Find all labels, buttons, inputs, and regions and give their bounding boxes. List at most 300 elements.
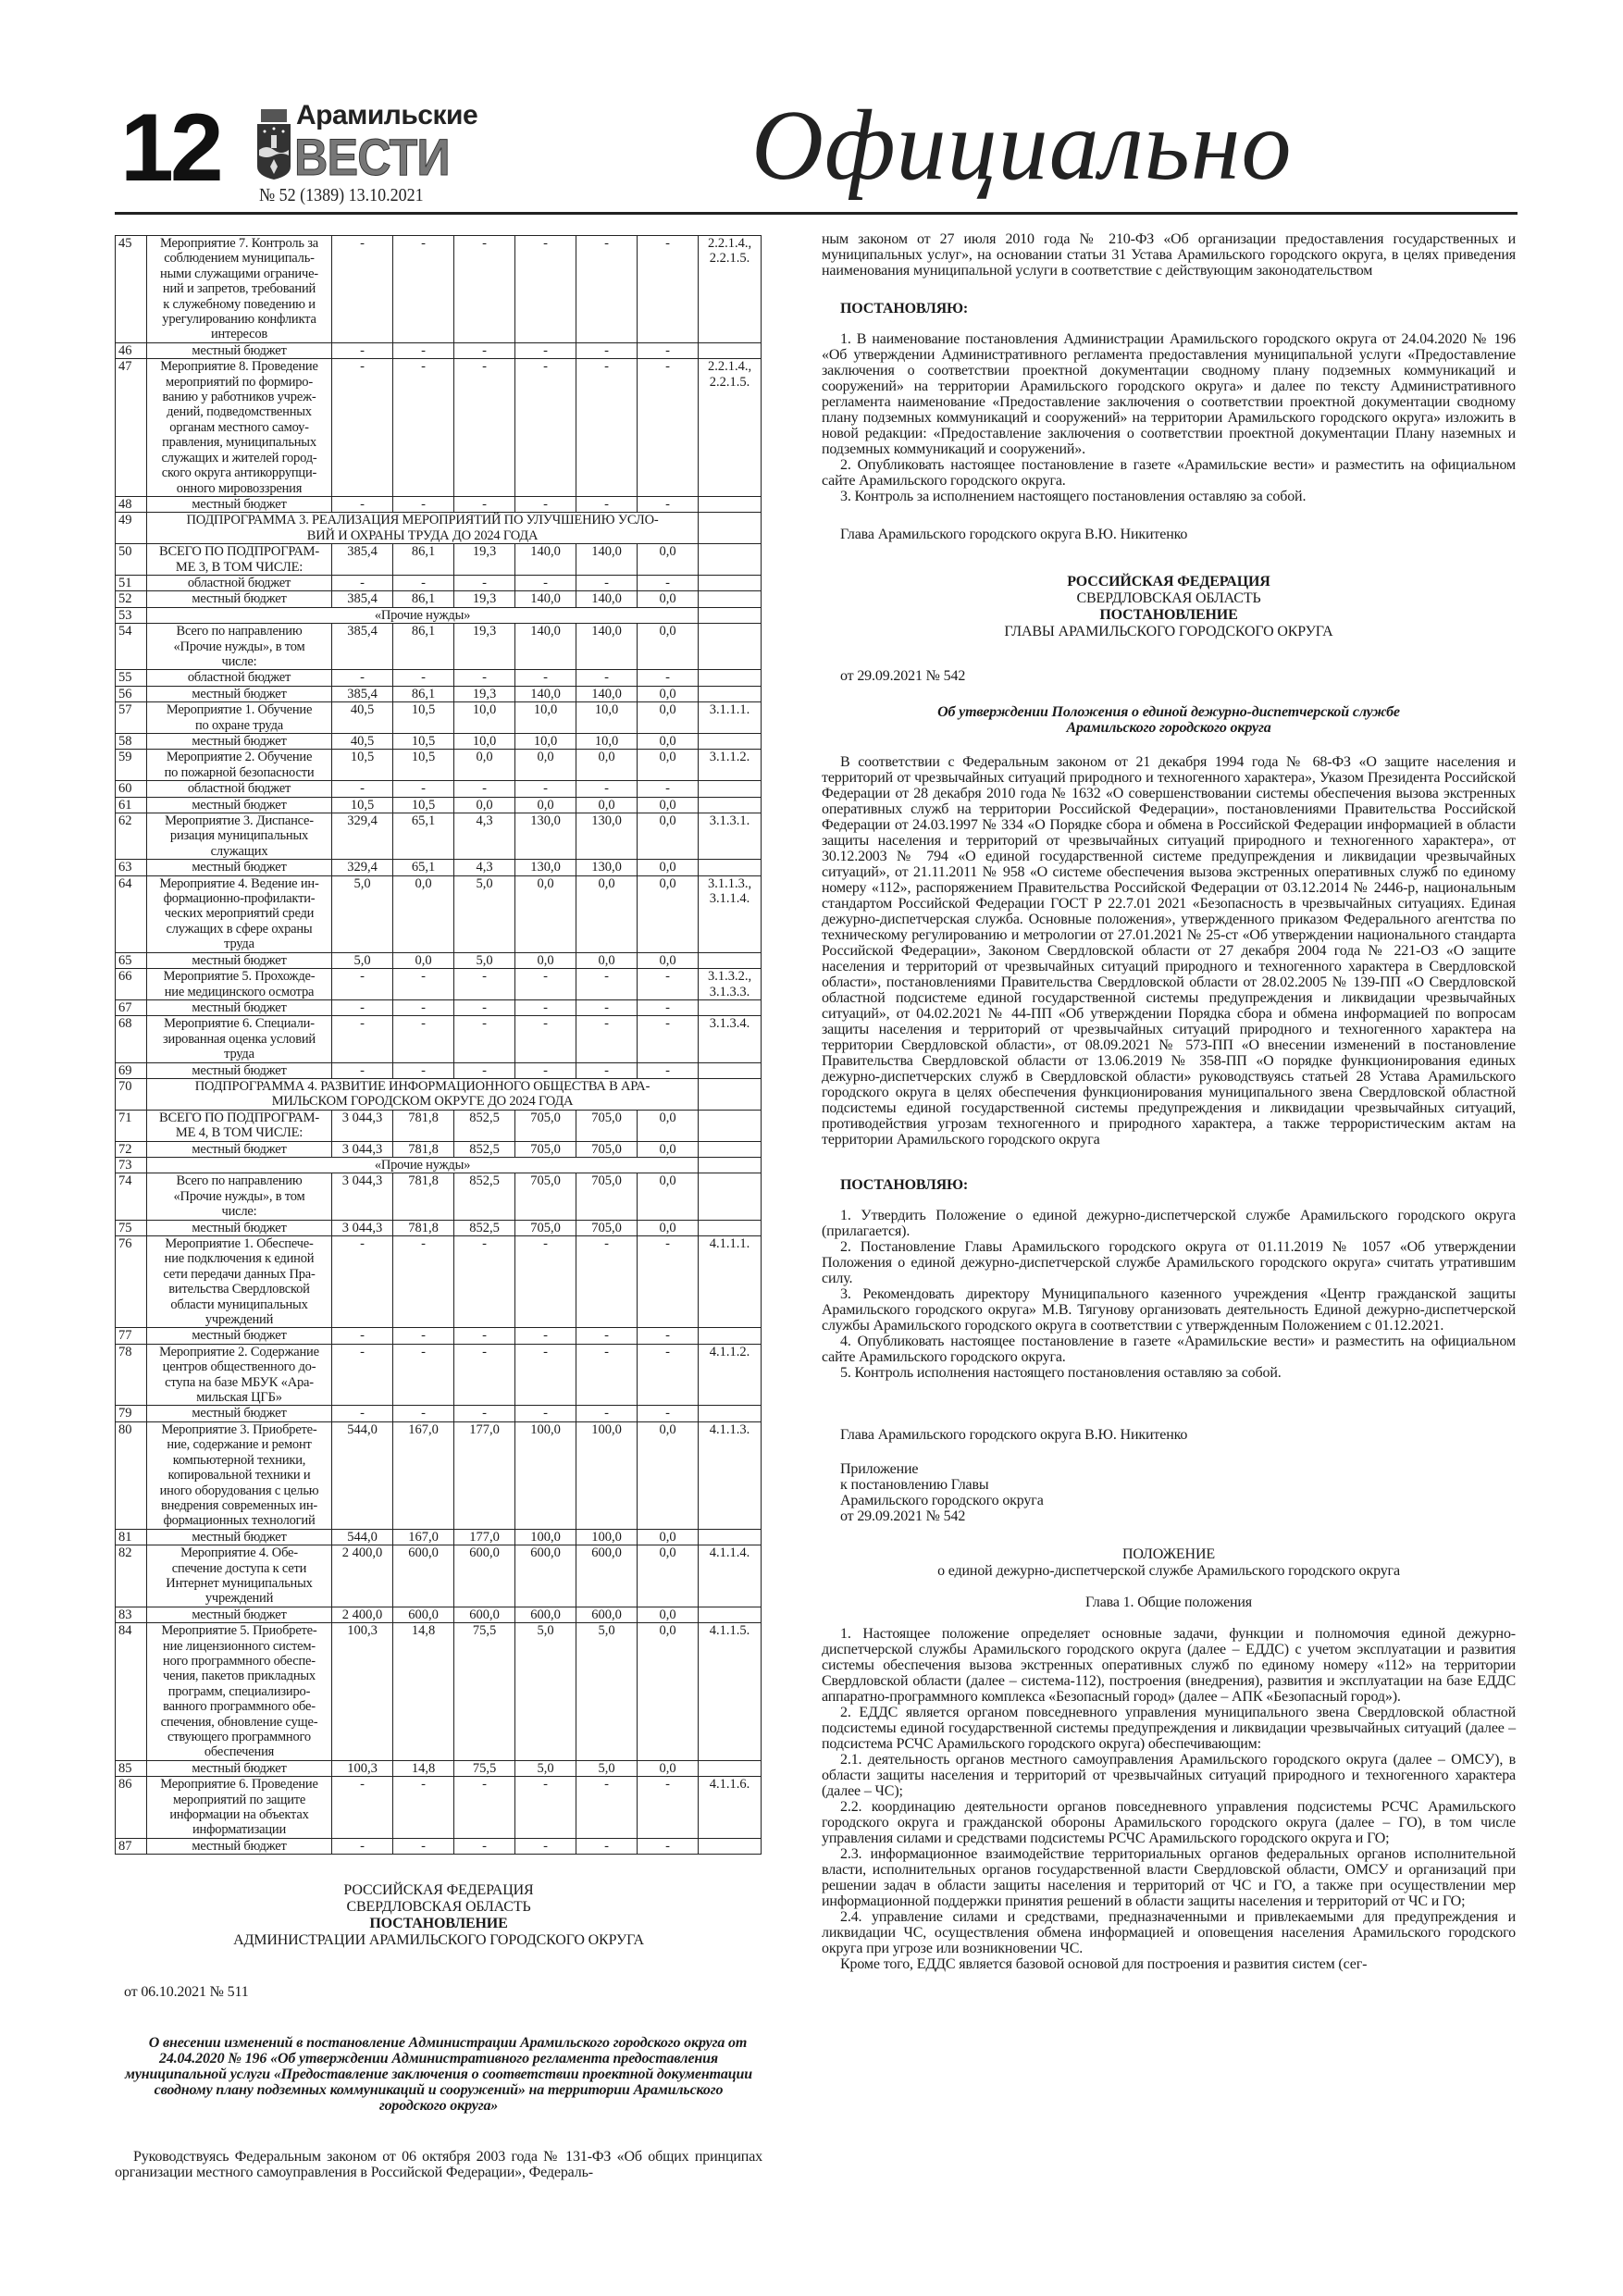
amount-cell: 0,0: [576, 750, 638, 781]
code-cell: [699, 591, 762, 607]
amount-cell: 0,0: [638, 875, 699, 952]
item-name-cell: местный бюджет: [147, 734, 332, 750]
document-2-item: 2. Постановление Главы Арамильского городского округа от 01.11.2019 № 1057 «Об утверждении Положения о единой дежурно-диспетчерской службе Арамильского городского округа» считать утратившим силу.: [822, 1239, 1516, 1286]
amount-cell: 600,0: [576, 1545, 638, 1607]
row-number: 63: [116, 860, 147, 875]
item-name-cell: ВСЕГО ПО ПОДПРОГРАМ- МЕ 4, В ТОМ ЧИСЛЕ:: [147, 1110, 332, 1141]
amount-cell: -: [515, 1838, 576, 1854]
amount-cell: 5,0: [332, 952, 393, 968]
amount-cell: -: [576, 1062, 638, 1078]
code-cell: 3.1.1.3., 3.1.1.4.: [699, 875, 762, 952]
amount-cell: -: [393, 1406, 454, 1421]
amount-cell: 0,0: [576, 875, 638, 952]
amount-cell: 140,0: [576, 591, 638, 607]
amount-cell: -: [454, 670, 515, 686]
amount-cell: 10,5: [393, 797, 454, 813]
amount-cell: -: [332, 1236, 393, 1328]
code-cell: [699, 999, 762, 1015]
amount-cell: 0,0: [638, 813, 699, 860]
row-number: 70: [116, 1078, 147, 1110]
amount-cell: -: [515, 236, 576, 343]
row-number: 46: [116, 342, 147, 358]
document-2-item: 4. Опубликовать настоящее постановление в газете «Арамильские вести» и разместить на официальном сайте Арамильского городского округа.: [822, 1334, 1516, 1365]
table-row: [116, 1607, 762, 1622]
amount-cell: -: [638, 1777, 699, 1839]
table-row: [116, 969, 762, 1000]
amount-cell: -: [332, 496, 393, 512]
item-name-cell: местный бюджет: [147, 342, 332, 358]
amount-cell: 705,0: [576, 1220, 638, 1235]
row-number: 79: [116, 1406, 147, 1421]
row-number: 77: [116, 1328, 147, 1344]
document-2-item: 1. Утвердить Положение о единой дежурно-диспетчерской службе Арамильского городского округа (прилагается).: [822, 1208, 1516, 1239]
amount-cell: -: [515, 670, 576, 686]
code-cell: [699, 1406, 762, 1421]
regulation-paragraph: 2.4. управление силами и средствами, предназначенными и привлекаемыми для предупреждения и ликвидации ЧС, осуществления обмена информацией и оповещения населения Арамильского городского округа при угрозе или возникновении ЧС.: [822, 1909, 1516, 1956]
amount-cell: -: [638, 999, 699, 1015]
amount-cell: 130,0: [576, 813, 638, 860]
amount-cell: 852,5: [454, 1141, 515, 1157]
amount-cell: -: [454, 1062, 515, 1078]
item-name-cell: областной бюджет: [147, 781, 332, 797]
amount-cell: 0,0: [638, 544, 699, 576]
amount-cell: -: [515, 1016, 576, 1062]
amount-cell: 100,0: [515, 1529, 576, 1545]
item-name-cell: Мероприятие 1. Обеспече- ние подключения к единой сети передачи данных Пра- вительства Свердловской области муниципальных учреждений: [147, 1236, 332, 1328]
table-row: [116, 797, 762, 813]
amount-cell: 600,0: [454, 1607, 515, 1622]
amount-cell: -: [332, 1838, 393, 1854]
amount-cell: -: [576, 781, 638, 797]
amount-cell: -: [332, 1062, 393, 1078]
amount-cell: -: [393, 1777, 454, 1839]
item-name-cell: местный бюджет: [147, 1220, 332, 1235]
amount-cell: 130,0: [515, 860, 576, 875]
amount-cell: 0,0: [638, 702, 699, 734]
table-row: [116, 1110, 762, 1141]
document-2-header: [822, 574, 1516, 640]
amount-cell: -: [454, 1328, 515, 1344]
item-name-cell: Мероприятие 6. Специали- зированная оценка условий труда: [147, 1016, 332, 1062]
amount-cell: -: [393, 1328, 454, 1344]
code-cell: [699, 513, 762, 544]
amount-cell: 0,0: [638, 1607, 699, 1622]
amount-cell: -: [638, 969, 699, 1000]
amount-cell: 0,0: [638, 734, 699, 750]
document-1-header: [115, 1882, 762, 1949]
amount-cell: 852,5: [454, 1220, 515, 1235]
amount-cell: 0,0: [515, 875, 576, 952]
section-heading-cell: «Прочие нужды»: [147, 1157, 699, 1173]
amount-cell: 4,3: [454, 813, 515, 860]
row-number: 71: [116, 1110, 147, 1141]
document-1-intro-continued: ным законом от 27 июля 2010 года № 210-ФЗ «Об организации предоставления государственных и муниципальных услуг», на основании статьи 31 Устава Арамильского городского округа, в целях приведения наименования муниципальной услуги в соответствие с действующим законодательством: [822, 231, 1516, 279]
amount-cell: 3 044,3: [332, 1220, 393, 1235]
amount-cell: -: [332, 969, 393, 1000]
amount-cell: -: [638, 342, 699, 358]
code-cell: [699, 797, 762, 813]
amount-cell: 600,0: [393, 1545, 454, 1607]
code-cell: [699, 670, 762, 686]
header-region: СВЕРДЛОВСКАЯ ОБЛАСТЬ: [1076, 590, 1261, 606]
code-cell: 4.1.1.5.: [699, 1623, 762, 1761]
amount-cell: -: [332, 670, 393, 686]
header-doc-type: ПОСТАНОВЛЕНИЕ: [1099, 607, 1238, 623]
document-2-date: от 29.09.2021 № 542: [840, 668, 966, 684]
amount-cell: -: [393, 496, 454, 512]
appendix-line: Арамильского городского округа: [840, 1493, 1044, 1508]
amount-cell: -: [393, 342, 454, 358]
table-row: [116, 1421, 762, 1529]
amount-cell: -: [576, 1777, 638, 1839]
amount-cell: -: [515, 969, 576, 1000]
document-2-signature: Глава Арамильского городского округа В.Ю. Никитенко: [840, 1427, 1188, 1443]
amount-cell: -: [515, 359, 576, 497]
amount-cell: 19,3: [454, 544, 515, 576]
amount-cell: -: [576, 359, 638, 497]
amount-cell: -: [515, 1406, 576, 1421]
code-cell: [699, 575, 762, 590]
amount-cell: -: [393, 670, 454, 686]
amount-cell: 10,5: [393, 702, 454, 734]
table-row: [116, 1078, 762, 1110]
newspaper-name-main: ВЕСТИ: [294, 128, 450, 186]
document-1-start: [115, 1882, 762, 2180]
amount-cell: -: [393, 575, 454, 590]
amount-cell: 86,1: [393, 624, 454, 670]
row-number: 86: [116, 1777, 147, 1839]
amount-cell: 600,0: [454, 1545, 515, 1607]
amount-cell: -: [576, 1838, 638, 1854]
amount-cell: -: [638, 670, 699, 686]
amount-cell: -: [332, 342, 393, 358]
amount-cell: -: [576, 670, 638, 686]
table-row: [116, 359, 762, 497]
header-doc-type: ПОСТАНОВЛЕНИЕ: [369, 1916, 508, 1932]
amount-cell: 0,0: [638, 591, 699, 607]
amount-cell: -: [576, 1406, 638, 1421]
table-row: [116, 670, 762, 686]
item-name-cell: местный бюджет: [147, 686, 332, 701]
amount-cell: 10,5: [332, 797, 393, 813]
amount-cell: 0,0: [515, 952, 576, 968]
amount-cell: 130,0: [515, 813, 576, 860]
amount-cell: 0,0: [393, 875, 454, 952]
amount-cell: 781,8: [393, 1220, 454, 1235]
item-name-cell: местный бюджет: [147, 1607, 332, 1622]
row-number: 80: [116, 1421, 147, 1529]
amount-cell: 5,0: [332, 875, 393, 952]
amount-cell: -: [576, 1344, 638, 1406]
document-2-item: 3. Рекомендовать директору Муниципального казенного учреждения «Центр гражданской защиты Арамильского городского округа» М.В. Тягунову организовать деятельность Единой дежурно-диспетчерской службы Арамильского городского округа в соответствии с утвержденным Положением с 01.12.2021.: [822, 1286, 1516, 1334]
amount-cell: 0,0: [454, 797, 515, 813]
row-number: 49: [116, 513, 147, 544]
amount-cell: -: [638, 1406, 699, 1421]
amount-cell: 140,0: [515, 544, 576, 576]
row-number: 53: [116, 607, 147, 623]
amount-cell: -: [454, 1777, 515, 1839]
document-1-title: О внесении изменений в постановление Администрации Арамильского городского округа от 24.04.2020 № 196 «Об утверждении Административного регламента предоставления муниципальной услуги «Предоставление заключения о соответствии проектной документации сводному плану подземных коммуникаций и сооружений» на территории Арамильского городского округа»: [125, 2035, 752, 2115]
amount-cell: 0,0: [638, 750, 699, 781]
amount-cell: -: [332, 1328, 393, 1344]
amount-cell: -: [515, 575, 576, 590]
row-number: 66: [116, 969, 147, 1000]
header-country: РОССИЙСКАЯ ФЕДЕРАЦИЯ: [343, 1882, 534, 1899]
amount-cell: 0,0: [638, 686, 699, 701]
code-cell: [699, 496, 762, 512]
regulation-subtitle: о единой дежурно-диспетчерской службе Арамильского городского округа: [937, 1563, 1400, 1579]
row-number: 74: [116, 1173, 147, 1220]
amount-cell: -: [332, 359, 393, 497]
amount-cell: 140,0: [515, 686, 576, 701]
code-cell: [699, 342, 762, 358]
amount-cell: 10,5: [393, 734, 454, 750]
section-heading-cell: ПОДПРОГРАММА 4. РАЗВИТИЕ ИНФОРМАЦИОННОГО ОБЩЕСТВА В АРА- МИЛЬСКОМ ГОРОДСКОМ ОКРУГЕ ДО 2024 ГОДА: [147, 1078, 699, 1110]
table-row: [116, 702, 762, 734]
amount-cell: 100,0: [576, 1529, 638, 1545]
code-cell: [699, 1607, 762, 1622]
table-row: [116, 1173, 762, 1220]
amount-cell: 0,0: [576, 952, 638, 968]
appendix-line: к постановлению Главы: [840, 1477, 989, 1493]
regulation-paragraph: 2.3. информационное взаимодействие территориальных органов федеральных органов исполнительной власти, исполнительных органов государственной власти Свердловской области, ОМСУ и организаций при решении задач в области защиты населения и территорий от ЧС и ГО, а также при осуществлении мер информационной поддержки принятия решений в области защиты населения и территорий от ЧС и ГО;: [822, 1846, 1516, 1909]
table-row: [116, 1406, 762, 1421]
amount-cell: 781,8: [393, 1173, 454, 1220]
header-divider: [115, 212, 1518, 215]
table-row: [116, 1545, 762, 1607]
item-name-cell: местный бюджет: [147, 1328, 332, 1344]
amount-cell: 10,0: [454, 734, 515, 750]
table-row: [116, 544, 762, 576]
row-number: 85: [116, 1760, 147, 1776]
amount-cell: 0,0: [638, 952, 699, 968]
amount-cell: -: [576, 342, 638, 358]
code-cell: 4.1.1.3.: [699, 1421, 762, 1529]
amount-cell: 0,0: [576, 797, 638, 813]
amount-cell: -: [454, 1344, 515, 1406]
amount-cell: 10,0: [515, 702, 576, 734]
table-row: [116, 860, 762, 875]
code-cell: [699, 1838, 762, 1854]
row-number: 73: [116, 1157, 147, 1173]
table-row: [116, 1157, 762, 1173]
amount-cell: 600,0: [515, 1545, 576, 1607]
amount-cell: -: [576, 999, 638, 1015]
amount-cell: -: [638, 1062, 699, 1078]
regulation-paragraph: 2.1. деятельность органов местного самоуправления Арамильского городского округа (далее – ОМСУ), в области защиты населения и территорий от чрезвычайных ситуаций природного и техногенного характера (далее – ЧС);: [822, 1752, 1516, 1799]
amount-cell: 600,0: [576, 1607, 638, 1622]
table-row: [116, 1777, 762, 1839]
amount-cell: -: [515, 781, 576, 797]
item-name-cell: местный бюджет: [147, 1406, 332, 1421]
document-2-title: Об утверждении Положения о единой дежурно-диспетчерской службе Арамильского городского округа: [937, 704, 1400, 736]
item-name-cell: Мероприятие 5. Приобрете- ние лицензионного систем- ного программного обеспе- чения, пакетов прикладных программ, специализиро- ванного программного обе- спечения, обновление суще- ствующего программного обеспечения: [147, 1623, 332, 1761]
regulation-title-block: [822, 1546, 1516, 1611]
amount-cell: 3 044,3: [332, 1173, 393, 1220]
amount-cell: -: [638, 1236, 699, 1328]
item-name-cell: Мероприятие 7. Контроль за соблюдением муниципаль- ными служащими ограниче- ний и запретов, требований к служебному поведению и урегулированию конфликта интересов: [147, 236, 332, 343]
item-name-cell: Мероприятие 3. Приобрете- ние, содержание и ремонт компьютерной техники, копировальной техники и иного оборудования с целью внедрения современных ин- формационных технологий: [147, 1421, 332, 1529]
amount-cell: 385,4: [332, 686, 393, 701]
row-number: 54: [116, 624, 147, 670]
amount-cell: 19,3: [454, 624, 515, 670]
table-row: [116, 575, 762, 590]
amount-cell: -: [576, 236, 638, 343]
document-1-intro: Руководствуясь Федеральным законом от 06 октября 2003 года № 131-ФЗ «Об общих принципах организации местного самоуправления в Российской Федерации», Федераль-: [115, 2149, 762, 2181]
amount-cell: -: [638, 236, 699, 343]
code-cell: 4.1.1.4.: [699, 1545, 762, 1607]
amount-cell: 0,0: [638, 860, 699, 875]
row-number: 60: [116, 781, 147, 797]
code-cell: [699, 686, 762, 701]
table-row: [116, 952, 762, 968]
item-name-cell: Мероприятие 3. Диспансе- ризация муниципальных служащих: [147, 813, 332, 860]
amount-cell: 177,0: [454, 1421, 515, 1529]
amount-cell: -: [332, 236, 393, 343]
table-row: [116, 1016, 762, 1062]
document-1-item: 2. Опубликовать настоящее постановление в газете «Арамильские вести» и разместить на официальном сайте Арамильского городского округа.: [822, 457, 1516, 489]
amount-cell: 19,3: [454, 686, 515, 701]
amount-cell: -: [515, 1236, 576, 1328]
page-number: 12: [120, 94, 220, 202]
code-cell: [699, 1328, 762, 1344]
amount-cell: -: [638, 1016, 699, 1062]
amount-cell: 100,0: [576, 1421, 638, 1529]
item-name-cell: Мероприятие 8. Проведение мероприятий по формиро- ванию у работников учреж- дений, подведомственных органам местного самоу- правления, муниципальных служащих и жителей город- ского округа антикоррупци- онного мировоззрения: [147, 359, 332, 497]
regulation-paragraph: 2. ЕДДС является органом повседневного управления муниципального звена Свердловской областной подсистемы единой государственной системы предупреждения и ликвидации чрезвычайных ситуаций (далее – подсистема РСЧС Арамильского городского округа) обеспечивающим:: [822, 1705, 1516, 1752]
amount-cell: 3 044,3: [332, 1110, 393, 1141]
row-number: 76: [116, 1236, 147, 1328]
amount-cell: -: [515, 342, 576, 358]
row-number: 87: [116, 1838, 147, 1854]
row-number: 50: [116, 544, 147, 576]
amount-cell: -: [576, 969, 638, 1000]
table-row: [116, 1328, 762, 1344]
amount-cell: 140,0: [576, 544, 638, 576]
right-column: [822, 231, 1516, 1972]
amount-cell: -: [638, 781, 699, 797]
amount-cell: 5,0: [454, 952, 515, 968]
amount-cell: -: [638, 496, 699, 512]
amount-cell: -: [454, 496, 515, 512]
table-row: [116, 591, 762, 607]
table-row: [116, 781, 762, 797]
amount-cell: -: [576, 1016, 638, 1062]
amount-cell: 167,0: [393, 1421, 454, 1529]
amount-cell: 0,0: [515, 750, 576, 781]
amount-cell: -: [515, 1328, 576, 1344]
code-cell: [699, 544, 762, 576]
item-name-cell: местный бюджет: [147, 591, 332, 607]
amount-cell: 0,0: [515, 797, 576, 813]
item-name-cell: Мероприятие 6. Проведение мероприятий по защите информации на объектах информатизации: [147, 1777, 332, 1839]
code-cell: 2.2.1.4., 2.2.1.5.: [699, 236, 762, 343]
row-number: 45: [116, 236, 147, 343]
appendix-line: от 29.09.2021 № 542: [840, 1508, 966, 1524]
amount-cell: -: [515, 1777, 576, 1839]
coat-of-arms-icon: [255, 109, 292, 181]
amount-cell: 100,3: [332, 1760, 393, 1776]
amount-cell: 0,0: [393, 952, 454, 968]
code-cell: [699, 1078, 762, 1110]
amount-cell: 167,0: [393, 1529, 454, 1545]
amount-cell: -: [454, 1016, 515, 1062]
amount-cell: 705,0: [515, 1220, 576, 1235]
code-cell: [699, 860, 762, 875]
document-1-signature: Глава Арамильского городского округа В.Ю. Никитенко: [840, 527, 1188, 542]
amount-cell: -: [454, 781, 515, 797]
amount-cell: 329,4: [332, 860, 393, 875]
amount-cell: 10,0: [576, 734, 638, 750]
table-row: [116, 236, 762, 343]
amount-cell: -: [332, 575, 393, 590]
amount-cell: -: [454, 969, 515, 1000]
code-cell: [699, 734, 762, 750]
amount-cell: 140,0: [576, 624, 638, 670]
amount-cell: 329,4: [332, 813, 393, 860]
code-cell: 3.1.1.1.: [699, 702, 762, 734]
amount-cell: 0,0: [638, 1173, 699, 1220]
amount-cell: 5,0: [454, 875, 515, 952]
row-number: 72: [116, 1141, 147, 1157]
amount-cell: 5,0: [515, 1760, 576, 1776]
table-row: [116, 1236, 762, 1328]
amount-cell: -: [393, 236, 454, 343]
amount-cell: 3 044,3: [332, 1141, 393, 1157]
code-cell: 3.1.3.1.: [699, 813, 762, 860]
item-name-cell: Всего по направлению «Прочие нужды», в том числе:: [147, 624, 332, 670]
row-number: 69: [116, 1062, 147, 1078]
amount-cell: 0,0: [638, 1421, 699, 1529]
regulation-body: [822, 1626, 1516, 1972]
row-number: 78: [116, 1344, 147, 1406]
section-heading-cell: ПОДПРОГРАММА 3. РЕАЛИЗАЦИЯ МЕРОПРИЯТИЙ ПО УЛУЧШЕНИЮ УСЛО- ВИЙ И ОХРАНЫ ТРУДА ДО 2024 ГОДА: [147, 513, 699, 544]
amount-cell: -: [393, 969, 454, 1000]
table-row: [116, 686, 762, 701]
amount-cell: 0,0: [638, 1141, 699, 1157]
item-name-cell: Мероприятие 2. Содержание центров общественного до- ступа на базе МБУК «Ара- мильская ЦГБ»: [147, 1344, 332, 1406]
amount-cell: -: [454, 1236, 515, 1328]
item-name-cell: местный бюджет: [147, 999, 332, 1015]
item-name-cell: ВСЕГО ПО ПОДПРОГРАМ- МЕ 3, В ТОМ ЧИСЛЕ:: [147, 544, 332, 576]
code-cell: [699, 1760, 762, 1776]
amount-cell: -: [515, 1344, 576, 1406]
amount-cell: 5,0: [576, 1623, 638, 1761]
code-cell: [699, 1141, 762, 1157]
amount-cell: -: [515, 496, 576, 512]
amount-cell: 14,8: [393, 1760, 454, 1776]
amount-cell: -: [638, 1838, 699, 1854]
amount-cell: 705,0: [576, 1110, 638, 1141]
table-row: [116, 496, 762, 512]
regulation-title: ПОЛОЖЕНИЕ: [1122, 1546, 1215, 1562]
row-number: 52: [116, 591, 147, 607]
amount-cell: -: [393, 1344, 454, 1406]
amount-cell: 5,0: [576, 1760, 638, 1776]
amount-cell: 65,1: [393, 860, 454, 875]
amount-cell: -: [332, 999, 393, 1015]
code-cell: [699, 624, 762, 670]
regulation-paragraph: 2.2. координацию деятельности органов повседневного управления подсистемы РСЧС Арамильского городского округа и гражданской обороны Арамильского городского округа (далее – ГО), в том числе управления силами и средствами подсистемы РСЧС Арамильского городского округа и ГО;: [822, 1799, 1516, 1846]
amount-cell: 0,0: [638, 1623, 699, 1761]
row-number: 48: [116, 496, 147, 512]
code-cell: 3.1.3.2., 3.1.3.3.: [699, 969, 762, 1000]
amount-cell: 705,0: [515, 1173, 576, 1220]
amount-cell: 65,1: [393, 813, 454, 860]
item-name-cell: Мероприятие 4. Обе- спечение доступа к сети Интернет муниципальных учреждений: [147, 1545, 332, 1607]
header-country: РОССИЙСКАЯ ФЕДЕРАЦИЯ: [1067, 574, 1270, 590]
row-number: 59: [116, 750, 147, 781]
